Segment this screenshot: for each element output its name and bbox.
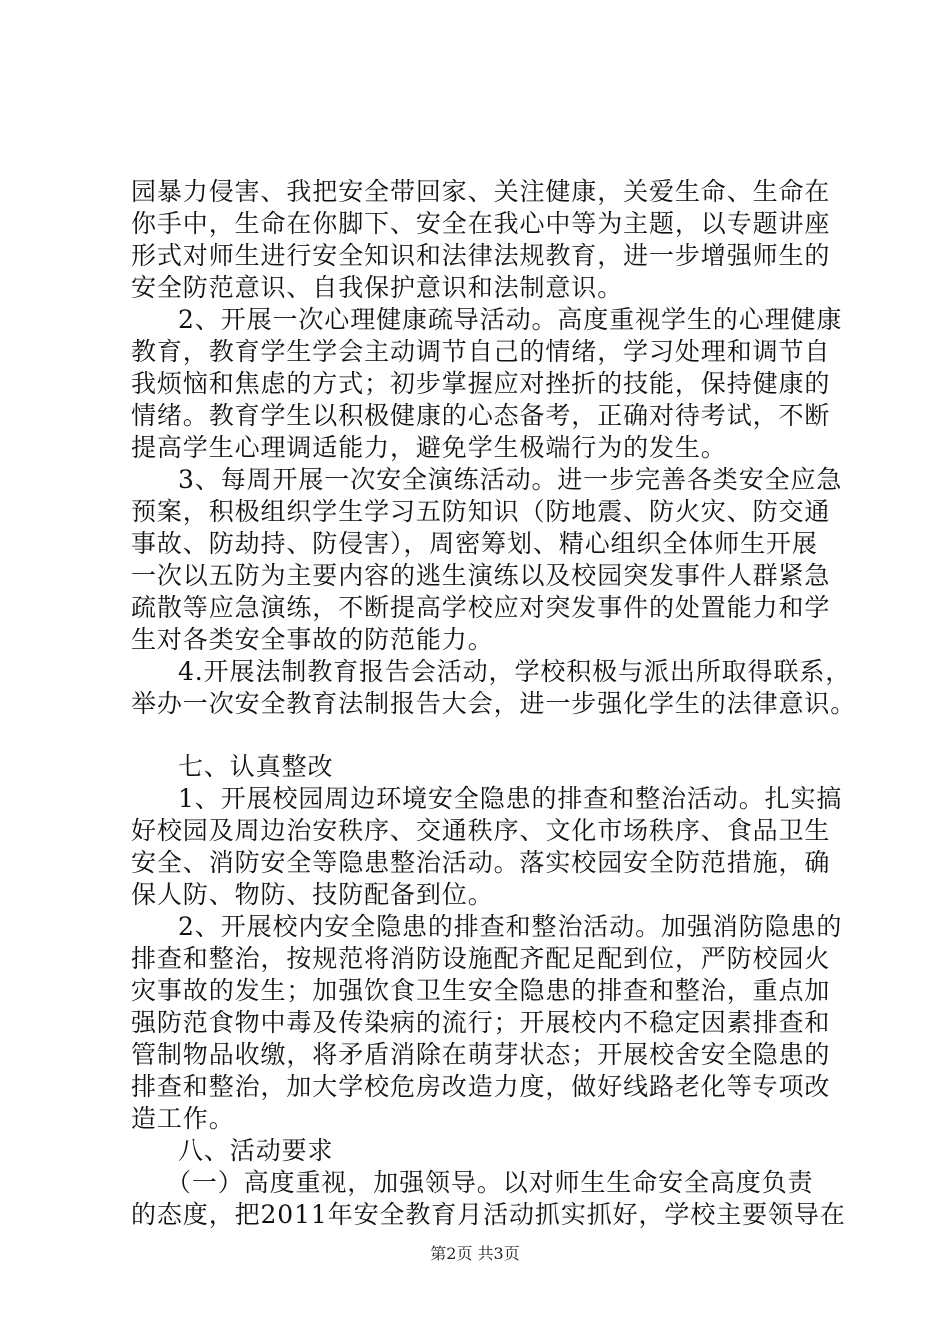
section-heading: 七、认真整改 [178, 752, 334, 781]
text-line: 2、开展校内安全隐患的排查和整治活动。加强消防隐患的 [178, 912, 843, 941]
text-line: 提高学生心理调适能力，避免学生极端行为的发生。 [131, 433, 727, 462]
text-line: 一次以五防为主要内容的逃生演练以及校园突发事件人群紧急 [131, 561, 831, 590]
text-line: 教育，教育学生学会主动调节自己的情绪，学习处理和调节自 [131, 337, 831, 366]
section-heading: 八、活动要求 [178, 1136, 334, 1165]
text-line: 好校园及周边治安秩序、交通秩序、文化市场秩序、食品卫生 [131, 816, 831, 845]
text-line: 安全防范意识、自我保护意识和法制意识。 [131, 273, 624, 302]
text-line: 你手中，生命在你脚下、安全在我心中等为主题，以专题讲座 [131, 209, 831, 238]
text-line: 强防范食物中毒及传染病的流行；开展校内不稳定因素排查和 [131, 1008, 831, 1037]
text-line: 1、开展校园周边环境安全隐患的排查和整治活动。扎实搞 [178, 784, 843, 813]
text-line: 3、每周开展一次安全演练活动。进一步完善各类安全应急 [178, 465, 843, 494]
text-line: 情绪。教育学生以积极健康的心态备考，正确对待考试，不断 [131, 401, 831, 430]
text-line: 园暴力侵害、我把安全带回家、关注健康，关爱生命、生命在 [131, 177, 831, 206]
text-line: 生对各类安全事故的防范能力。 [131, 625, 494, 654]
text-line: 形式对师生进行安全知识和法律法规教育，进一步增强师生的 [131, 241, 831, 270]
text-line: 举办一次安全教育法制报告大会，进一步强化学生的法律意识。 [131, 689, 857, 718]
text-line: 的态度，把2011年安全教育月活动抓实抓好，学校主要领导在 [131, 1200, 846, 1229]
text-line: 安全、消防安全等隐患整治活动。落实校园安全防范措施，确 [131, 848, 831, 877]
text-line: 管制物品收缴，将矛盾消除在萌芽状态；开展校舍安全隐患的 [131, 1040, 831, 1069]
text-line: 排查和整治，加大学校危房改造力度，做好线路老化等专项改 [131, 1072, 831, 1101]
text-line: 疏散等应急演练，不断提高学校应对突发事件的处置能力和学 [131, 593, 831, 622]
text-line: 预案，积极组织学生学习五防知识（防地震、防火灾、防交通 [131, 497, 831, 526]
text-line: 造工作。 [131, 1104, 235, 1133]
text-line: 2、开展一次心理健康疏导活动。高度重视学生的心理健康 [178, 305, 843, 334]
text-line: 保人防、物防、技防配备到位。 [131, 880, 494, 909]
text-line: 4.开展法制教育报告会活动，学校积极与派出所取得联系， [178, 657, 852, 686]
text-line: 我烦恼和焦虑的方式；初步掌握应对挫折的技能，保持健康的 [131, 369, 831, 398]
text-line: 排查和整治，按规范将消防设施配齐配足配到位，严防校园火 [131, 944, 831, 973]
text-line: （一）高度重视，加强领导。以对师生生命安全高度负责 [166, 1168, 814, 1197]
page-footer: 第2页 共3页 [430, 1244, 520, 1263]
text-line: 事故、防劫持、防侵害），周密筹划、精心组织全体师生开展 [131, 529, 818, 558]
text-line: 灾事故的发生；加强饮食卫生安全隐患的排查和整治，重点加 [131, 976, 831, 1005]
